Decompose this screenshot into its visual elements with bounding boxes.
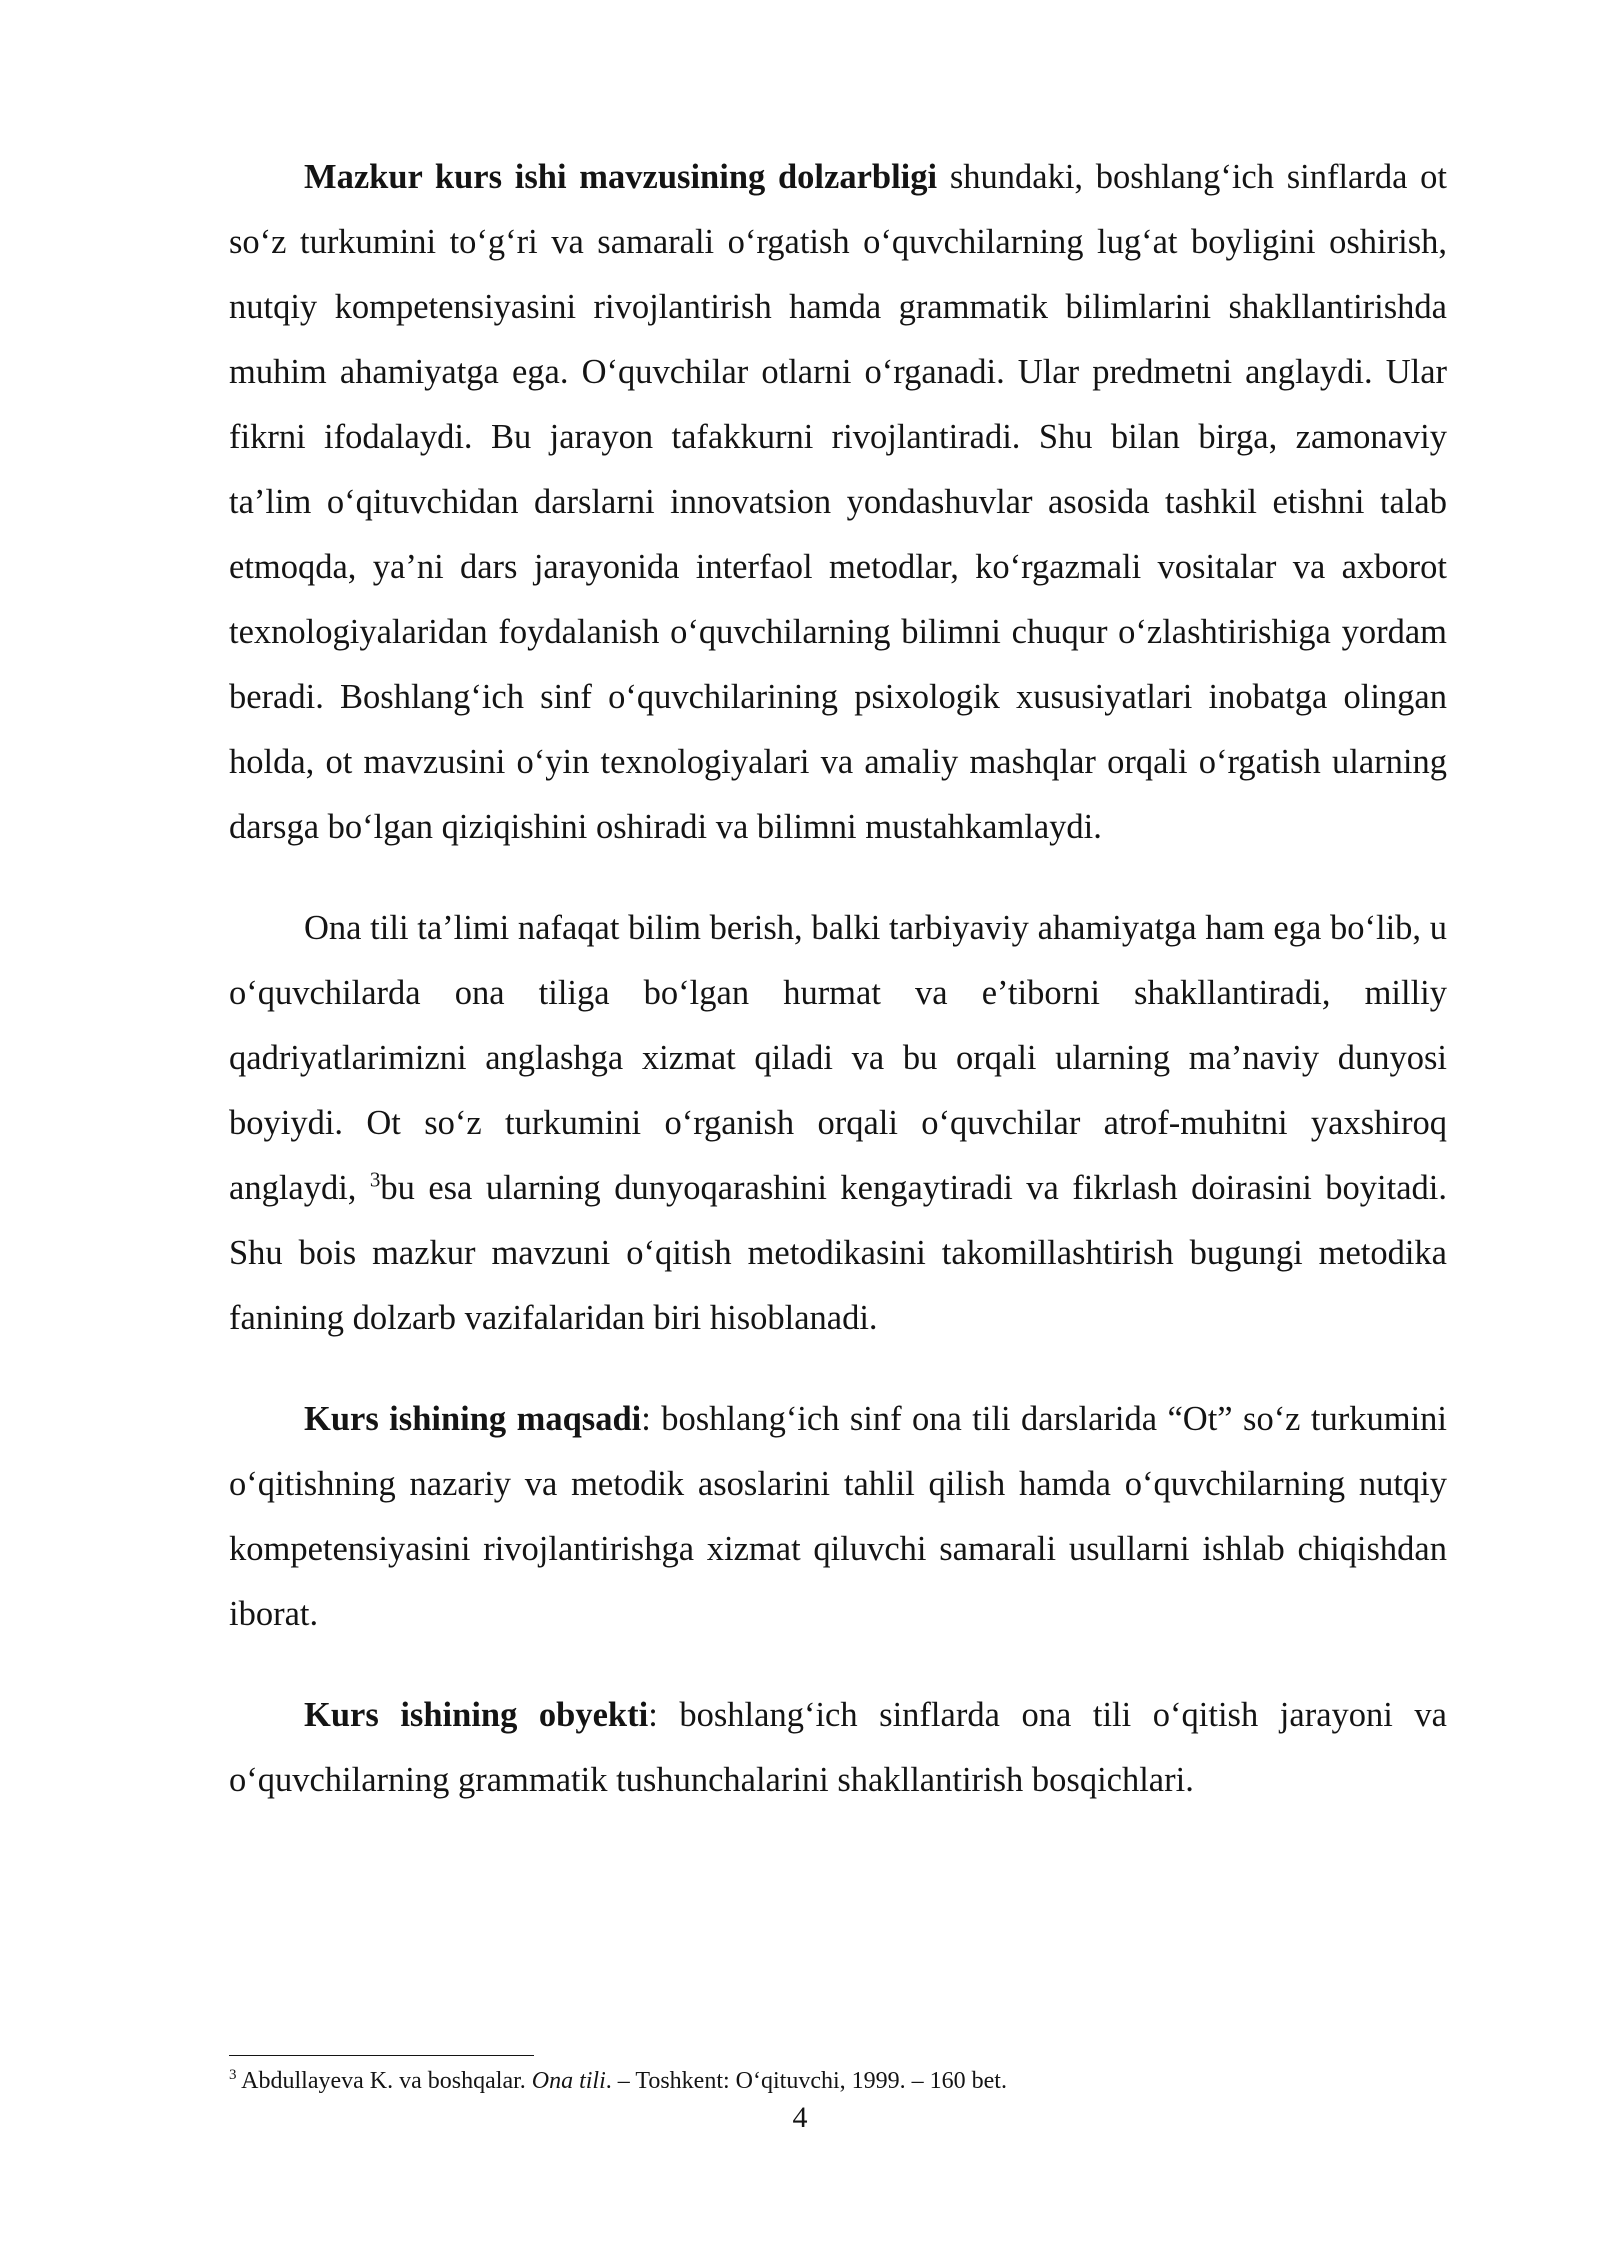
footnote-text: Abdullayeva K. va boshqalar.: [236, 2068, 532, 2094]
footnote-text-continued: . – Toshkent: O‘qituvchi, 1999. – 160 bet.: [605, 2068, 1007, 2094]
page-number: 4: [792, 2101, 808, 2134]
paragraph-relevance: [229, 145, 1447, 860]
paragraph-body: : boshlang‘ich sinflarda ona tili o‘qitish jarayoni va o‘quvchilarning grammatik tushunchalarini shakllantirish bosqichlari.: [229, 1696, 1447, 1799]
paragraph-goal: [229, 1387, 1447, 1647]
paragraph-body: shundaki, boshlang‘ich sinflarda ot so‘z turkumini to‘g‘ri va samarali o‘rgatish o‘quvchilarning lug‘at boyligini oshirish, nutqiy kompetensiyasini rivojlantirish hamda grammatik bilimlarini shakllantirishda muhim ahamiyatga ega. O‘quvchilar otlarni o‘rganadi. Ular predmetni anglaydi. Ular fikrni ifodalaydi. Bu jarayon tafakkurni rivojlantiradi. Shu bilan birga, zamonaviy ta’lim o‘qituvchidan darslarni innovatsion yondashuvlar asosida tashkil etishni talab etmoqda, ya’ni dars jarayonida interfaol metodlar, ko‘rgazmali vositalar va axborot texnologiyalaridan foydalanish o‘quvchilarning bilimni chuqur o‘zlashtirishiga yordam beradi. Boshlang‘ich sinf o‘quvchilarining psixologik xususiyatlari inobatga olingan holda, ot mavzusini o‘yin texnologiyalari va amaliy mashqlar orqali o‘rgatish ularning darsga bo‘lgan qiziqishini oshiradi va bilimni mustahkamlaydi.: [229, 158, 1447, 846]
paragraph-native-language: [229, 896, 1447, 1351]
footnote: [229, 2066, 1447, 2096]
main-text: [229, 145, 1447, 1813]
paragraph-object: [229, 1683, 1447, 1813]
footnote-reference[interactable]: 3: [369, 1167, 381, 1192]
paragraph-body: : boshlang‘ich sinf ona tili darslarida “Ot” so‘z turkumini o‘qitishning nazariy va metodik asoslarini tahlil qilish hamda o‘quvchilarning nutqiy kompetensiyasini rivojlantirishga xizmat qiluvchi samarali usullarni ishlab chiqishdan iborat.: [229, 1400, 1447, 1633]
footnote-separator: [229, 2055, 534, 2056]
paragraph-body-continued: bu esa ularning dunyoqarashini kengaytiradi va fikrlash doirasini boyitadi. Shu bois mazkur mavzuni o‘qitish metodikasini takomillashtirish bugungi metodika fanining dolzarb vazifalaridan biri hisoblanadi.: [229, 1169, 1448, 1337]
paragraph-heading: Kurs ishining maqsadi: [304, 1400, 642, 1438]
footnote-number: 3: [229, 2067, 237, 2083]
paragraph-heading: Mazkur kurs ishi mavzusining dolzarbligi: [304, 158, 938, 196]
paragraph-body: Ona tili ta’limi nafaqat bilim berish, balki tarbiyaviy ahamiyatga ham ega bo‘lib, u o‘quvchilarda ona tiliga bo‘lgan hurmat va e’tiborni shakllantiradi, milliy qadriyatlarimizni anglashga xizmat qiladi va bu orqali ularning ma’naviy dunyosi boyiydi. Ot so‘z turkumini o‘rganish orqali o‘quvchilar atrof-muhitni yaxshiroq anglaydi,: [229, 909, 1447, 1207]
footnote-title: Ona tili: [531, 2068, 606, 2094]
paragraph-heading: Kurs ishining obyekti: [304, 1696, 649, 1734]
